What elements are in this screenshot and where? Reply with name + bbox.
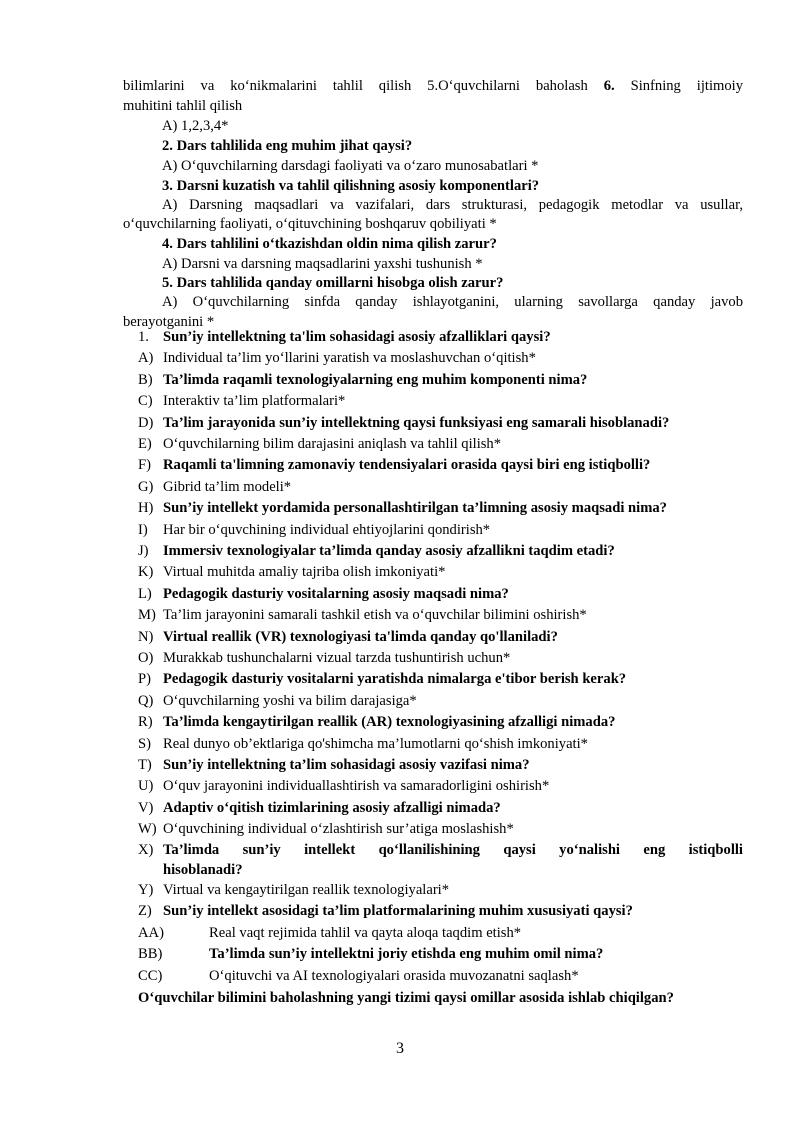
answer-text: Virtual va kengaytirilgan reallik texnologiyalari* bbox=[163, 882, 450, 898]
answer-text: O‘quv jarayonini individuallashtirish va samaradorligini oshirish* bbox=[163, 778, 550, 795]
question-text: Ta’limda sun’iy intellektni joriy etishda eng muhim omil nima? bbox=[209, 946, 604, 963]
question-heading: 5. Dars tahlilida qanday omillarni hisobga olish zarur? bbox=[162, 275, 504, 291]
list-item-label: BB) bbox=[138, 946, 163, 963]
question-text: Immersiv texnologiyalar ta’limda qanday asosiy afzallikni taqdim etadi? bbox=[163, 543, 615, 559]
question-text: Ta’lim jarayonida sun’iy intellektning qaysi funksiyasi eng samarali hisoblanadi? bbox=[163, 414, 670, 431]
answer-text: Murakkab tushunchalarni vizual tarzda tushuntirish uchun* bbox=[163, 650, 511, 666]
paragraph-line: muhitini tahlil qilish bbox=[123, 98, 243, 114]
answer-text: O‘quvchilarning yoshi va bilim darajasiga* bbox=[163, 692, 417, 709]
list-item-label: S) bbox=[138, 735, 151, 752]
list-item-label: M) bbox=[138, 607, 156, 624]
list-item-label: AA) bbox=[138, 925, 164, 941]
answer-line: A) 1,2,3,4* bbox=[162, 118, 229, 134]
answer-text: Real dunyo ob’ektlariga qo'shimcha ma’lumotlarni qo‘shish imkoniyati* bbox=[163, 735, 588, 752]
answer-text: Gibrid ta’lim modeli* bbox=[163, 478, 292, 495]
answer-text: Individual ta’lim yo‘llarini yaratish va moslashuvchan o‘qitish* bbox=[163, 350, 536, 367]
list-item-label: W) bbox=[138, 821, 157, 838]
answer-line: A) O‘quvchilarning darsdagi faoliyati va o‘zaro munosabatlari * bbox=[162, 158, 539, 174]
answer-line: A) Darsni va darsning maqsadlarini yaxshi tushunish * bbox=[162, 256, 483, 272]
list-item-label: H) bbox=[138, 500, 154, 517]
question-heading: 2. Dars tahlilida eng muhim jihat qaysi? bbox=[162, 138, 413, 154]
question-text: Raqamli ta'limning zamonaviy tendensiyalari orasida qaysi biri eng istiqbolli? bbox=[163, 457, 651, 474]
question-text: Ta’limda kengaytirilgan reallik (AR) texnologiyasining afzalligi nimada? bbox=[163, 714, 616, 731]
list-item-label: J) bbox=[138, 543, 149, 559]
list-item-label: 1. bbox=[138, 329, 149, 345]
list-item-label: X) bbox=[138, 842, 154, 858]
list-item-label: N) bbox=[138, 628, 154, 645]
list-item-label: I) bbox=[138, 521, 148, 538]
list-item-label: V) bbox=[138, 799, 154, 816]
list-item-label: L) bbox=[138, 585, 152, 602]
list-item-label: B) bbox=[138, 371, 153, 388]
answer-text: Virtual muhitda amaliy tajriba olish imkoniyati* bbox=[163, 564, 446, 581]
list-item-label: U) bbox=[138, 778, 154, 795]
list-item-label: O) bbox=[138, 650, 154, 666]
list-item-label: Q) bbox=[138, 692, 154, 709]
question-text: Pedagogik dasturiy vositalarning asosiy maqsadi nima? bbox=[163, 585, 509, 602]
question-text: Ta’limda raqamli texnologiyalarning eng muhim komponenti nima? bbox=[163, 371, 588, 388]
list-item-label: F) bbox=[138, 457, 151, 474]
question-text: Sun’iy intellektning ta’lim sohasidagi asosiy vazifasi nima? bbox=[163, 757, 530, 773]
list-item-text: hisoblanadi? bbox=[163, 862, 243, 878]
answer-text: Real vaqt rejimida tahlil va qayta aloqa taqdim etish* bbox=[209, 925, 522, 941]
answer-text: Har bir o‘quvchining individual ehtiyojlarini qondirish* bbox=[163, 521, 491, 538]
question-heading: 3. Darsni kuzatish va tahlil qilishning asosiy komponentlari? bbox=[162, 178, 540, 194]
question-text: Sun’iy intellektning ta'lim sohasidagi asosiy afzalliklari qaysi? bbox=[163, 329, 551, 345]
list-item-label: P) bbox=[138, 671, 151, 688]
final-question: O‘quvchilar bilimini baholashning yangi tizimi qaysi omillar asosida ishlab chiqilgan? bbox=[138, 990, 674, 1006]
answer-line: o‘quvchilarning faoliyati, o‘qituvchining boshqaruv qobiliyati * bbox=[123, 216, 497, 232]
question-text: Pedagogik dasturiy vositalarni yaratishda nimalarga e'tibor berish kerak? bbox=[163, 671, 627, 688]
answer-text: O‘quvchining individual o‘zlashtirish sur’atiga moslashish* bbox=[163, 821, 514, 838]
text-run-bold: 6. bbox=[603, 78, 615, 94]
page-number: 3 bbox=[396, 1040, 404, 1057]
list-item-label: CC) bbox=[138, 967, 163, 984]
question-text: Sun’iy intellekt asosidagi ta’lim platformalarining muhim xususiyati qaysi? bbox=[163, 903, 633, 920]
list-item-label: D) bbox=[138, 414, 154, 431]
text-run: bilimlarini va ko‘nikmalarini tahlil qilish 5.O‘quvchilarni baholash bbox=[123, 78, 604, 94]
question-text: Virtual reallik (VR) texnologiyasi ta'limda qanday qo'llaniladi? bbox=[163, 628, 558, 645]
answer-text: Interaktiv ta’lim platformalari* bbox=[163, 393, 346, 410]
text-run: Sinfning ijtimoiy bbox=[614, 78, 743, 94]
answer-line: A) O‘quvchilarning sinfda qanday ishlayotganini, ularning savollarga qanday javob bbox=[162, 294, 743, 310]
answer-text: O‘qituvchi va AI texnologiyalari orasida muvozanatni saqlash* bbox=[209, 967, 579, 984]
list-item-label: A) bbox=[138, 350, 154, 367]
question-text: Adaptiv o‘qitish tizimlarining asosiy afzalligi nimada? bbox=[163, 799, 501, 816]
list-item-text: Ta’limda sun’iy intellekt qo‘llanilishining qaysi yo‘nalishi eng istiqbolli bbox=[163, 842, 743, 858]
list-item-label: R) bbox=[138, 714, 153, 731]
question-text: Sun’iy intellekt yordamida personallashtirilgan ta’limning asosiy maqsadi nima? bbox=[163, 500, 667, 517]
list-item-label: K) bbox=[138, 564, 154, 581]
answer-text: Ta’lim jarayonini samarali tashkil etish va o‘quvchilar bilimini oshirish* bbox=[163, 607, 587, 624]
list-item-label: Z) bbox=[138, 903, 152, 920]
list-item-label: E) bbox=[138, 436, 152, 452]
list-item-label: G) bbox=[138, 478, 154, 495]
list-item-label: C) bbox=[138, 393, 153, 410]
answer-line: berayotganini * bbox=[123, 314, 215, 330]
question-heading: 4. Dars tahlilini o‘tkazishdan oldin nima qilish zarur? bbox=[162, 236, 497, 252]
answer-line: A) Darsning maqsadlari va vazifalari, dars strukturasi, pedagogik metodlar va usullar, bbox=[162, 197, 743, 213]
list-item-label: Y) bbox=[138, 882, 154, 898]
list-item-label: T) bbox=[138, 757, 152, 773]
paragraph-line bbox=[123, 76, 743, 96]
answer-text: O‘quvchilarning bilim darajasini aniqlash va tahlil qilish* bbox=[163, 436, 502, 452]
